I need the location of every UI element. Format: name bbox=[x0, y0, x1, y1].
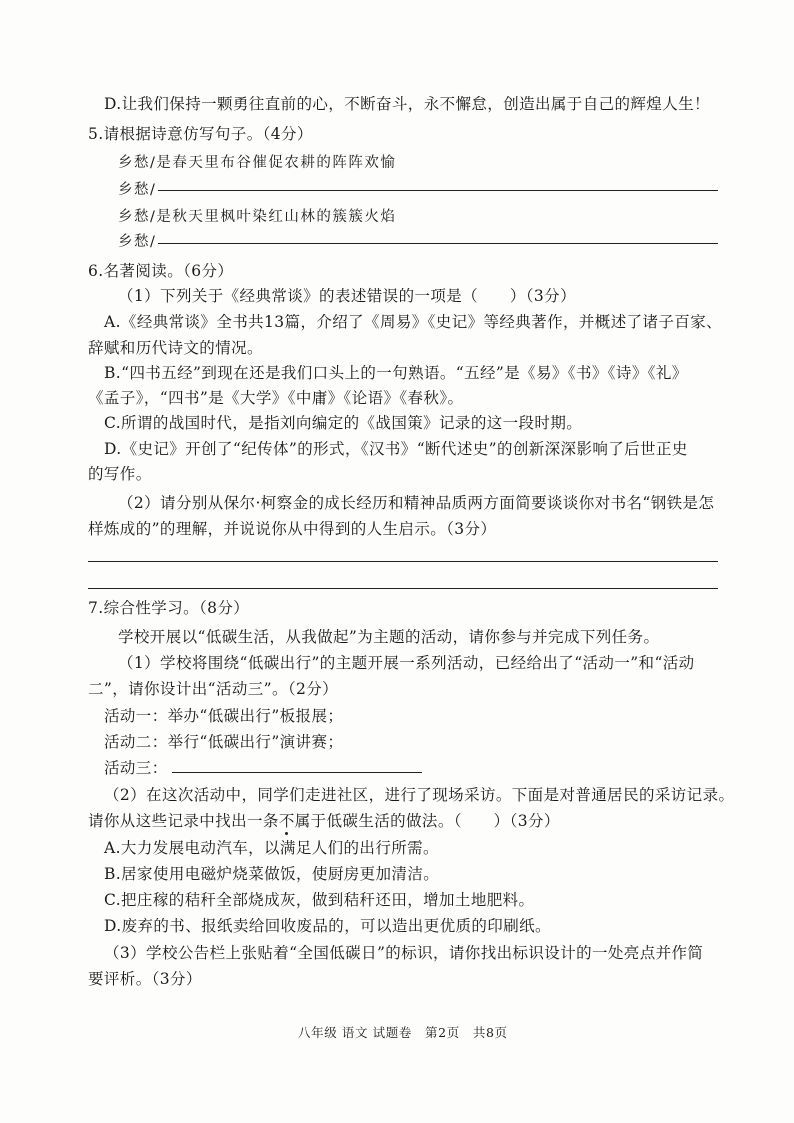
q6-option-d-line-2: 的写作。 bbox=[88, 465, 152, 483]
q7-option-d: D.废弃的书、报纸卖给回收废品的，可以造出更优质的印刷纸。 bbox=[104, 917, 551, 935]
q6-sub2-line-1: （2）请分别从保尔·柯察金的成长经历和精神品质两方面简要谈谈你对书名“钢铁是怎 bbox=[118, 494, 715, 512]
q5-blank-prefix-2: 乡愁/ bbox=[118, 234, 157, 250]
q7-option-b: B.居家使用电磁炉烧菜做饭，使厨房更加清洁。 bbox=[104, 865, 440, 883]
q6-answer-line-2[interactable] bbox=[88, 588, 718, 589]
q7-sub3-line-2: 要评析。（3分） bbox=[88, 970, 202, 988]
q7-title: 7.综合性学习。（8分） bbox=[88, 599, 250, 617]
q6-option-b-line-2: 《孟子》，“四书”是《大学》《中庸》《论语》《春秋》。 bbox=[88, 389, 464, 407]
q6-option-c: C.所谓的战国时代，是指刘向编定的《战国策》记录的这一段时期。 bbox=[104, 414, 583, 432]
q7-activity-1: 活动一：举办“低碳出行”板报展； bbox=[104, 707, 344, 725]
q6-option-b-line-1: B.“四书五经”到现在还是我们口头上的一句熟语。“五经”是《易》《书》《诗》《礼》 bbox=[104, 364, 688, 382]
q7-activity-2: 活动二：举行“低碳出行”演讲赛； bbox=[104, 733, 344, 751]
q6-option-d-line-1: D.《史记》开创了“纪传体”的形式，《汉书》“断代述史”的创新深深影响了后世正史 bbox=[104, 440, 688, 458]
q7-sub2-emphasis-not: 不 bbox=[278, 812, 295, 830]
q7-option-c: C.把庄稼的秸秆全部烧成灰，做到秸秆还田，增加土地肥料。 bbox=[104, 891, 535, 909]
q7-option-a: A.大力发展电动汽车，以满足人们的出行所需。 bbox=[104, 839, 439, 857]
q6-sub1: （1）下列关于《经典常谈》的表述错误的一项是（ ）（3分） bbox=[118, 287, 576, 305]
q7-activity-3-answer-line[interactable] bbox=[172, 772, 422, 773]
q4-option-d: D.让我们保持一颗勇往直前的心，不断奋斗，永不懈怠，创造出属于自己的辉煌人生！ bbox=[104, 95, 710, 113]
page-footer: 八年级 语文 试题卷 第2页 共8页 bbox=[298, 1025, 508, 1040]
q5-example-line-2: 乡愁/是秋天里枫叶染红山林的簇簇火焰 bbox=[118, 209, 397, 225]
q6-option-a-line-2: 辞赋和历代诗文的情况。 bbox=[88, 339, 263, 357]
q7-sub1-line-1: （1）学校将围绕“低碳出行”的主题开展一系列活动，已经给出了“活动一”和“活动 bbox=[118, 654, 695, 672]
q5-answer-line-2[interactable] bbox=[158, 243, 718, 244]
q5-example-line-1: 乡愁/是春天里布谷催促农耕的阵阵欢愉 bbox=[118, 155, 397, 171]
q7-sub3-line-1: （3）学校公告栏上张贴着“全国低碳日”的标识，请你找出标识设计的一处亮点并作简 bbox=[104, 944, 704, 962]
q7-sub2-line-2 bbox=[88, 809, 560, 831]
q7-sub2-text-a: 请你从这些记录中找出一条 bbox=[88, 812, 279, 830]
q6-answer-line-1[interactable] bbox=[88, 561, 718, 562]
q5-title: 5.请根据诗意仿写句子。（4分） bbox=[88, 125, 313, 143]
q7-sub2-text-b: 属于低碳生活的做法。（ ）（3分） bbox=[294, 812, 560, 830]
q5-blank-prefix-1: 乡愁/ bbox=[118, 182, 157, 198]
q7-sub1-line-2: 二”，请你设计出“活动三”。（2分） bbox=[88, 680, 339, 698]
q5-answer-line-1[interactable] bbox=[158, 190, 718, 191]
q6-title: 6.名著阅读。（6分） bbox=[88, 262, 234, 280]
q6-sub2-line-2: 样炼成的”的理解，并说说你从中得到的人生启示。（3分） bbox=[88, 520, 497, 538]
q6-option-a-line-1: A.《经典常谈》全书共13篇，介绍了《周易》《史记》等经典著作，并概述了诸子百家、 bbox=[104, 313, 722, 331]
q7-intro: 学校开展以“低碳生活，从我做起”为主题的活动，请你参与并完成下列任务。 bbox=[118, 628, 660, 646]
q7-activity-3-label: 活动三： bbox=[104, 759, 168, 777]
q7-sub2-line-1: （2）在这次活动中，同学们走进社区，进行了现场采访。下面是对普通居民的采访记录。 bbox=[104, 786, 735, 804]
